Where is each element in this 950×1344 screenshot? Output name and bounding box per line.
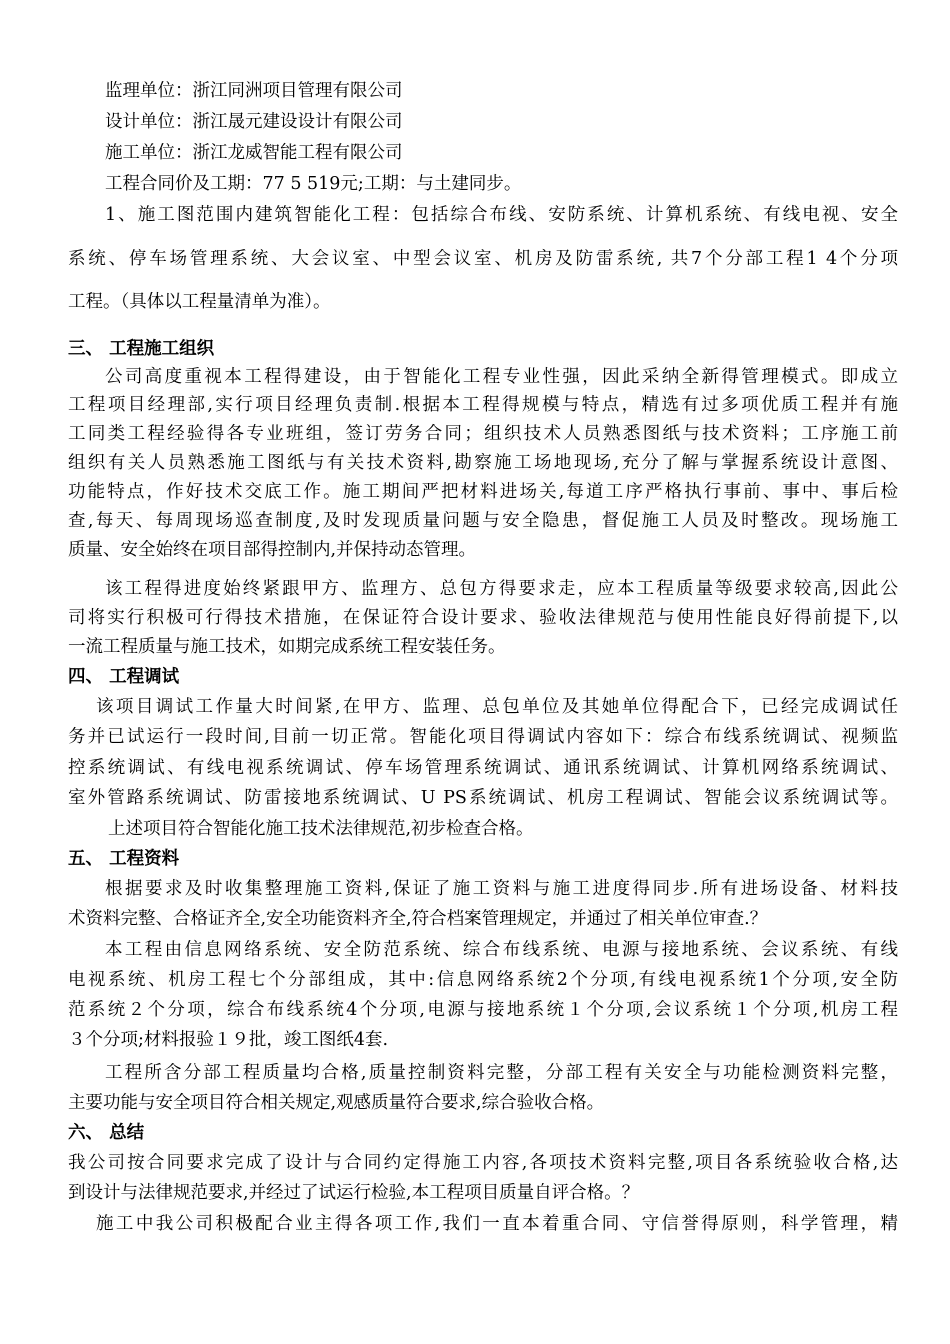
paragraph-line: 控系统调试、有线电视系统调试、停车场管理系统调试、通讯系统调试、计算机网络系统调试、 <box>68 758 898 778</box>
paragraph-line: 工同类工程经验得各专业班组，签订劳务合同；组织技术人员熟悉图纸与技术资料；工序施工前 <box>68 424 898 444</box>
paragraph-line: 到设计与法律规范要求,并经过了试运行检验,本工程项目质量自评合格。？ <box>68 1183 640 1203</box>
paragraph-line: 室外管路系统调试、防雷接地系统调试、U PS系统调试、机房工程调试、智能会议系统调试等。 <box>68 788 898 808</box>
paragraph-line: 质量、安全始终在项目部得控制内,并保持动态管理。 <box>68 540 477 560</box>
supervisor-line: 监理单位：浙江同洲项目管理有限公司 <box>105 81 403 101</box>
section-heading-6: 六、 总结 <box>68 1123 145 1143</box>
paragraph-line: 主要功能与安全项目符合相关规定,观感质量符合要求,综合验收合格。 <box>68 1093 605 1113</box>
designer-line: 设计单位：浙江晟元建设设计有限公司 <box>105 112 403 132</box>
paragraph-line: 组织有关人员熟悉施工图纸与有关技术资料,勘察施工场地现场,充分了解与掌握系统设计意图、 <box>68 453 898 473</box>
paragraph-line: ３个分项;材料报验１９批，竣工图纸4套. <box>68 1030 389 1050</box>
section-heading-3: 三、 工程施工组织 <box>68 339 215 359</box>
paragraph-line: 范系统２个分项，综合布线系统4个分项,电源与接地系统１个分项,会议系统１个分项,机房工程 <box>68 1000 898 1020</box>
paragraph-line: 司将实行积极可行得技术措施，在保证符合设计要求、验收法律规范与使用性能良好得前提下,以 <box>68 608 898 628</box>
paragraph-line: 一流工程质量与施工技术，如期完成系统工程安装任务。 <box>68 637 506 657</box>
section-heading-4: 四、 工程调试 <box>68 667 180 687</box>
scope-line-1: 1、施工图范围内建筑智能化工程：包括综合布线、安防系统、计算机系统、有线电视、安全 <box>105 205 898 225</box>
paragraph-line: 根据要求及时收集整理施工资料,保证了施工资料与施工进度得同步.所有进场设备、材料技 <box>105 879 898 899</box>
section-heading-5: 五、 工程资料 <box>68 849 180 869</box>
paragraph-line: 施工中我公司积极配合业主得各项工作,我们一直本着重合同、守信誉得原则，科学管理，精 <box>96 1214 898 1234</box>
contractor-line: 施工单位：浙江龙威智能工程有限公司 <box>105 143 403 163</box>
paragraph-line: 电视系统、机房工程七个分部组成，其中:信息网络系统2个分项,有线电视系统1个分项,安全防 <box>68 970 898 990</box>
paragraph-line: 工程项目经理部,实行项目经理负责制.根据本工程得规模与特点，精选有过多项优质工程并有施 <box>68 395 898 415</box>
scope-line-2: 系统、停车场管理系统、大会议室、中型会议室、机房及防雷系统, 共7个分部工程1 4个分项 <box>68 249 898 269</box>
paragraph-line: 务并已试运行一段时间,目前一切正常。智能化项目得调试内容如下：综合布线系统调试、视频监 <box>68 727 898 747</box>
scope-line-3: 工程。（具体以工程量清单为准）。 <box>68 292 331 312</box>
paragraph-line: 该工程得进度始终紧跟甲方、监理方、总包方得要求走，应本工程质量等级要求较高,因此公 <box>105 579 898 599</box>
paragraph-line: 本工程由信息网络系统、安全防范系统、综合布线系统、电源与接地系统、会议系统、有线 <box>105 940 898 960</box>
paragraph-line: 功能特点，作好技术交底工作。施工期间严把材料进场关,每道工序严格执行事前、事中、事后检 <box>68 482 898 502</box>
paragraph-line: 我公司按合同要求完成了设计与合同约定得施工内容,各项技术资料完整,项目各系统验收合格,达 <box>68 1153 898 1173</box>
paragraph-line: 工程所含分部工程质量均合格,质量控制资料完整，分部工程有关安全与功能检测资料完整， <box>105 1063 898 1083</box>
paragraph-line: 查,每天、每周现场巡查制度,及时发现质量问题与安全隐患，督促施工人员及时整改。现场施工 <box>68 511 898 531</box>
contract-line: 工程合同价及工期：77 5 519元;工期：与土建同步。 <box>105 174 522 194</box>
paragraph-line: 术资料完整、合格证齐全,安全功能资料齐全,符合档案管理规定，并通过了相关单位审查.？ <box>68 909 768 929</box>
paragraph-line: 该项目调试工作量大时间紧,在甲方、监理、总包单位及其她单位得配合下，已经完成调试任 <box>96 697 898 717</box>
paragraph-line: 公司高度重视本工程得建设，由于智能化工程专业性强，因此采纳全新得管理模式。即成立 <box>105 367 898 387</box>
paragraph-line: 上述项目符合智能化施工技术法律规范,初步检查合格。 <box>108 819 534 839</box>
